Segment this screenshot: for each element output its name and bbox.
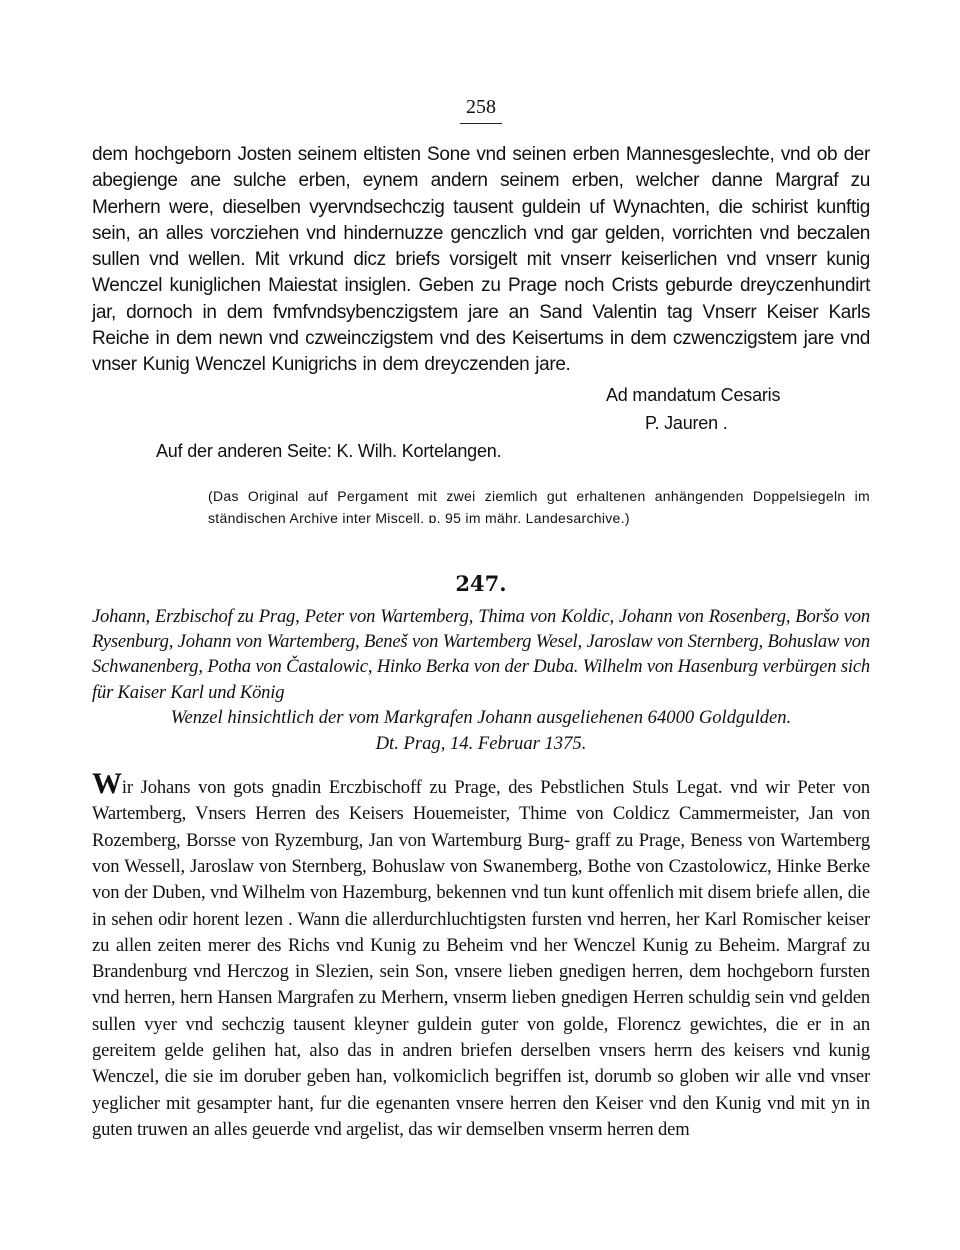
document-regest: Johann, Erzbischof zu Prag, Peter von Wartemberg, Thima von Koldic, Johann von Rosenberg, Boršo von Rysenburg, Johann von Wartemberg, Beneš von Wartemberg Wesel, Jaroslaw von Sternberg, Bohuslaw von Schwanenberg, Potha von Častalowic, Hinko Berka von der Duba. Wilhelm von Hasenburg verbürgen sich für Kaiser Karl und König xyxy=(92,605,870,703)
document-page xyxy=(92,96,870,1143)
signature-block xyxy=(92,379,870,461)
document-date: Dt. Prag, 14. Februar 1375. xyxy=(375,732,587,754)
document-body xyxy=(92,767,870,1143)
archive-note: (Das Original auf Pergament mit zwei ziemlich gut erhaltenen anhängenden Doppelsiegeln im ständischen Archive inter Miscell. ɒ. 95 im mähr. Landesarchive.) xyxy=(208,487,870,526)
reverse-side-note: Auf der anderen Seite: K. Wilh. Kortelangen. xyxy=(156,440,502,461)
document-regest-end: Wenzel hinsichtlich der vom Markgrafen Johann ausgeliehenen 64000 Goldgulden. xyxy=(170,707,792,729)
signature-mandate: Ad mandatum Cesaris xyxy=(606,384,781,405)
page-number: 258 xyxy=(92,96,870,124)
signature-name: P. Jauren . xyxy=(645,412,728,433)
initial-letter: W xyxy=(92,767,122,801)
previous-document-text: dem hochgeborn Josten seinem eltisten Sone vnd seinen erben Mannesgeslechte, vnd ob der abegienge ane sulche erben, eynem andern seinem erben, welcher danne Margraf zu Merhern were, dieselben vyervndsechczig tausent guldein uf Wynachten, die schirist kunftig sein, an alles vorcziehen vnd hindernuzze genczlich vnd gar gelden, vorrichten vnd beczalen sullen vnd wellen. Mit vrkund dicz briefs vorsigelt mit vnserr keiserlichen vnd vnserr kunig Wenczel kuniglichen Maiestat insiglen. Geben zu Prage noch Crists geburde dreyczenhundirt jar, dornoch in dem fvmfvndsybenczigstem jare an Sand Valentin tag Vnserr Keiser Karls Reiche in dem newn vnd czweinczigstem vnd des Keisertums in dem czwenczigstem jare vnd vnser Kunig Wenczel Kunigrichs in dem dreyczenden jare. xyxy=(92,144,870,376)
document-number: 247. xyxy=(455,570,507,596)
document-body-text: ir Johans von gots gnadin Erczbischoff zu Prage, des Pebstlichen Stuls Legat. vnd wir Peter von Wartemberg, Vnsers Herren des Keisers Houemeister, Thime von Coldicz Cammermeister, Jan von Rozemberg, Borsse von Ryzemburg, Jan von Wartemburg Burg- graff zu Prage, Beness von Wartemberg von Wessell, Jaroslaw von Sternberg, Bohuslaw von Swanemberg, Bothe von Czastolowicz, Hinke Berke von der Duben, vnd Wilhelm von Hazemburg, bekennen vnd tun kunt offenlich mit disem briefe allen, die in sehen odir horent lezen . Wann die allerdurchluchtigsten fursten vnd herren, her Karl Romischer keiser zu allen zeiten merer des Richs vnd Kunig zu Beheim vnd her Wenczel Kunig zu Beheim. Margraf zu Brandenburg vnd Herczog in Slezien, sein Son, vnsere lieben gnedigen herren, dem hochgeborn fursten vnd herren, hern Hansen Margrafen zu Merhern, vnserm lieben gnedigen Herren schuldig sein vnd gelden sullen vyer vnd sechczig tausent kleyner guldein guter von golde, Florencz gewichtes, die er in an gereitem gelde gelihen hat, also das in andren briefen derselben vnsers herrn des keisers vnd kunig Wenczel, die sie im doruber geben han, volkomiclich begriffen ist, dorumb so globen wir alle vnd vnser yeglicher mit gesampter hant, fur die egenanten vnsere herren den Keiser vnd den Kunig vnd mit yn in guten truwen an alles geuerde vnd argelist, das wir demselben vnserm herren dem xyxy=(92,777,870,1140)
